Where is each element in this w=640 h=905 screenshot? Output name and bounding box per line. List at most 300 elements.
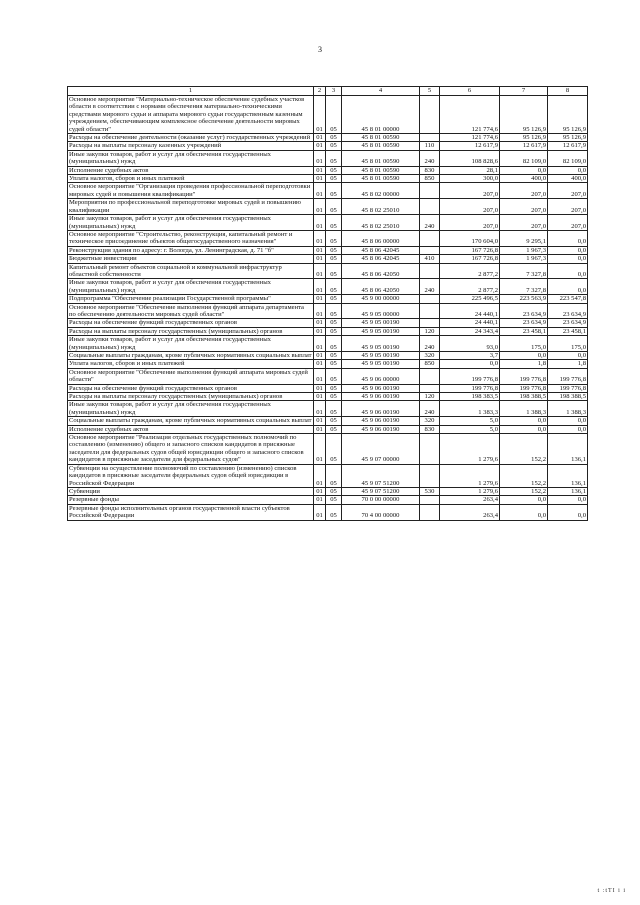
target-article-cell: 70 0 00 00000: [342, 496, 420, 504]
table-row: [68, 183, 588, 199]
amount-year3-cell: 1,8: [548, 360, 588, 368]
table-row: [68, 336, 588, 352]
expense-type-cell: [420, 496, 440, 504]
target-article-cell: 45 8 06 42045: [342, 255, 420, 263]
table-row: [68, 425, 588, 433]
subsection-cell: 05: [326, 215, 342, 231]
section-cell: 01: [314, 175, 326, 183]
row-name-cell: Иные закупки товаров, работ и услуг для обеспечения государственных (муниципальных) нужд: [68, 401, 314, 417]
expense-type-cell: 120: [420, 393, 440, 401]
subsection-cell: 05: [326, 96, 342, 134]
target-article-cell: 45 9 07 51200: [342, 487, 420, 495]
amount-year2-cell: 7 327,8: [500, 279, 548, 295]
subsection-cell: 05: [326, 417, 342, 425]
table-row: [68, 134, 588, 142]
target-article-cell: 45 8 01 00000: [342, 96, 420, 134]
amount-year1-cell: 24 343,4: [440, 327, 500, 335]
column-header: 7: [500, 87, 548, 96]
section-cell: 01: [314, 255, 326, 263]
section-cell: 01: [314, 384, 326, 392]
target-article-cell: 45 9 05 00190: [342, 327, 420, 335]
amount-year3-cell: 0,0: [548, 166, 588, 174]
subsection-cell: 05: [326, 279, 342, 295]
amount-year3-cell: 0,0: [548, 504, 588, 520]
subsection-cell: 05: [326, 255, 342, 263]
expense-type-cell: 240: [420, 279, 440, 295]
subsection-cell: 05: [326, 360, 342, 368]
row-name-cell: Расходы на выплаты персоналу государственных (муниципальных) органов: [68, 327, 314, 335]
expense-type-cell: [420, 134, 440, 142]
section-cell: 01: [314, 150, 326, 166]
amount-year3-cell: 0,0: [548, 246, 588, 254]
row-name-cell: Социальные выплаты гражданам, кроме публичных нормативных социальных выплат: [69, 417, 312, 425]
target-article-cell: 45 8 02 00000: [342, 183, 420, 199]
amount-year2-cell: 9 295,1: [500, 230, 548, 246]
expense-type-cell: [420, 96, 440, 134]
amount-year1-cell: 121 774,6: [440, 96, 500, 134]
table-row: [68, 150, 588, 166]
target-article-cell: 45 9 06 00190: [342, 393, 420, 401]
table-row: [68, 96, 588, 134]
row-name-cell: Расходы на обеспечение функций государственных органов: [68, 384, 314, 392]
amount-year3-cell: 82 109,0: [548, 150, 588, 166]
target-article-cell: 45 9 06 00000: [342, 368, 420, 384]
row-name-cell: Резервные фонды исполнительных органов государственной власти субъектов Российской Федерации: [68, 504, 314, 520]
amount-year1-cell: 1 279,6: [440, 434, 500, 465]
table-row: [68, 352, 588, 360]
target-article-cell: 70 4 00 00000: [342, 504, 420, 520]
section-cell: 01: [314, 279, 326, 295]
subsection-cell: 05: [326, 434, 342, 465]
row-name-cell: Расходы на обеспечение деятельности (оказание услуг) государственных учреждений: [68, 134, 314, 142]
target-article-cell: 45 8 01 00590: [342, 166, 420, 174]
row-name-cell: Основное мероприятие "Обеспечение выполнения функций аппарата мировых судей области": [68, 368, 314, 384]
column-header: 1: [68, 87, 314, 96]
section-cell: 01: [314, 142, 326, 150]
amount-year1-cell: 0,0: [440, 360, 500, 368]
amount-year1-cell: 24 440,1: [440, 303, 500, 319]
budget-table: [67, 86, 588, 521]
amount-year3-cell: 199 776,8: [548, 384, 588, 392]
amount-year3-cell: 95 126,9: [548, 96, 588, 134]
subsection-cell: 05: [326, 393, 342, 401]
amount-year2-cell: 152,2: [500, 464, 548, 487]
expense-type-cell: 410: [420, 255, 440, 263]
amount-year1-cell: 1 279,6: [440, 464, 500, 487]
target-article-cell: 45 9 07 51200: [342, 464, 420, 487]
amount-year1-cell: 199 776,8: [440, 384, 500, 392]
page-number: 3: [318, 45, 322, 54]
subsection-cell: 05: [326, 352, 342, 360]
section-cell: 01: [314, 425, 326, 433]
target-article-cell: 45 8 01 00590: [342, 142, 420, 150]
section-cell: 01: [314, 352, 326, 360]
amount-year3-cell: 199 776,8: [548, 368, 588, 384]
amount-year1-cell: 207,0: [440, 183, 500, 199]
subsection-cell: 05: [326, 487, 342, 495]
subsection-cell: 05: [326, 263, 342, 279]
subsection-cell: 05: [326, 295, 342, 303]
amount-year2-cell: 199 776,8: [500, 368, 548, 384]
subsection-cell: 05: [326, 175, 342, 183]
expense-type-cell: 240: [420, 336, 440, 352]
amount-year2-cell: 175,0: [500, 336, 548, 352]
amount-year2-cell: 1 967,3: [500, 255, 548, 263]
amount-year3-cell: 175,0: [548, 336, 588, 352]
table-row: [68, 393, 588, 401]
table-row: [68, 175, 588, 183]
table-row: [68, 279, 588, 295]
amount-year3-cell: 0,0: [548, 263, 588, 279]
column-header: 2: [314, 87, 326, 96]
table-row: [68, 496, 588, 504]
target-article-cell: 45 8 01 00590: [342, 134, 420, 142]
amount-year3-cell: 207,0: [548, 215, 588, 231]
subsection-cell: 05: [326, 150, 342, 166]
subsection-cell: 05: [326, 384, 342, 392]
amount-year3-cell: 23 634,9: [548, 319, 588, 327]
expense-type-cell: [420, 303, 440, 319]
row-name-cell: Бюджетные инвестиции: [68, 255, 314, 263]
amount-year2-cell: 0,0: [500, 166, 548, 174]
expense-type-cell: [420, 504, 440, 520]
table-row: [68, 295, 588, 303]
target-article-cell: 45 8 06 42050: [342, 279, 420, 295]
row-name-cell: Капитальный ремонт объектов социальной и коммунальной инфраструктур областной собственности: [68, 263, 314, 279]
section-cell: 01: [314, 166, 326, 174]
section-cell: 01: [314, 487, 326, 495]
amount-year2-cell: 1 967,3: [500, 246, 548, 254]
target-article-cell: 45 8 06 42050: [342, 263, 420, 279]
amount-year1-cell: 5,0: [440, 417, 500, 425]
amount-year1-cell: 225 496,5: [440, 295, 500, 303]
amount-year2-cell: 7 327,8: [500, 263, 548, 279]
footer-mark: t :tTI i i: [597, 888, 626, 894]
expense-type-cell: 320: [420, 417, 440, 425]
row-name-cell: Основное мероприятие "Обеспечение выполнения функций аппарата департамента по обеспечению деятельности мировых судей области": [68, 303, 314, 319]
row-name-cell: Иные закупки товаров, работ и услуг для обеспечения государственных (муниципальных) нужд: [68, 215, 314, 231]
amount-year1-cell: 198 383,5: [440, 393, 500, 401]
amount-year1-cell: 263,4: [440, 504, 500, 520]
amount-year3-cell: 223 547,8: [548, 295, 588, 303]
table-row: [68, 303, 588, 319]
row-name-cell: Расходы на выплаты персоналу государственных (муниципальных) органов: [68, 393, 314, 401]
amount-year1-cell: 263,4: [440, 496, 500, 504]
amount-year2-cell: 1 388,3: [500, 401, 548, 417]
row-name-cell: Расходы на обеспечение функций государственных органов: [68, 319, 314, 327]
amount-year2-cell: 152,2: [500, 434, 548, 465]
table-row: [68, 215, 588, 231]
amount-year3-cell: 12 617,9: [548, 142, 588, 150]
section-cell: 01: [314, 199, 326, 215]
column-header: 8: [548, 87, 588, 96]
amount-year3-cell: 0,0: [548, 230, 588, 246]
subsection-cell: 05: [326, 166, 342, 174]
subsection-cell: 05: [326, 425, 342, 433]
amount-year3-cell: 0,0: [548, 279, 588, 295]
amount-year3-cell: 0,0: [548, 496, 588, 504]
section-cell: 01: [314, 246, 326, 254]
expense-type-cell: 240: [420, 215, 440, 231]
table-row: [68, 360, 588, 368]
expense-type-cell: [420, 263, 440, 279]
row-name-cell: Иные закупки товаров, работ и услуг для обеспечения государственных (муниципальных) нужд: [68, 279, 314, 295]
amount-year1-cell: 207,0: [440, 199, 500, 215]
amount-year3-cell: 198 388,5: [548, 393, 588, 401]
row-name-cell: Реконструкция здания по адресу: г. Вологда, ул. Ленинградская, д. 71 "б": [68, 246, 314, 254]
row-name-cell: Исполнение судебных актов: [68, 166, 314, 174]
target-article-cell: 45 9 06 00190: [342, 384, 420, 392]
subsection-cell: 05: [326, 199, 342, 215]
expense-type-cell: 830: [420, 166, 440, 174]
expense-type-cell: 320: [420, 352, 440, 360]
row-name-cell: Подпрограмма "Обеспечение реализации Государственной программы": [68, 295, 314, 303]
expense-type-cell: [420, 295, 440, 303]
subsection-cell: 05: [326, 142, 342, 150]
subsection-cell: 05: [326, 464, 342, 487]
amount-year1-cell: 1 279,6: [440, 487, 500, 495]
amount-year2-cell: 12 617,9: [500, 142, 548, 150]
amount-year2-cell: 0,0: [500, 417, 548, 425]
expense-type-cell: [420, 384, 440, 392]
subsection-cell: 05: [326, 319, 342, 327]
expense-type-cell: 830: [420, 425, 440, 433]
amount-year2-cell: 82 109,0: [500, 150, 548, 166]
amount-year1-cell: 207,0: [440, 215, 500, 231]
table-row: [68, 230, 588, 246]
section-cell: 01: [314, 504, 326, 520]
target-article-cell: 45 9 05 00190: [342, 360, 420, 368]
amount-year3-cell: 136,1: [548, 487, 588, 495]
amount-year2-cell: 1,8: [500, 360, 548, 368]
amount-year3-cell: 1 388,3: [548, 401, 588, 417]
subsection-cell: 05: [326, 401, 342, 417]
amount-year3-cell: 136,1: [548, 434, 588, 465]
subsection-cell: 05: [326, 368, 342, 384]
expense-type-cell: [420, 368, 440, 384]
section-cell: 01: [314, 464, 326, 487]
target-article-cell: 45 8 01 00590: [342, 150, 420, 166]
target-article-cell: 45 9 05 00190: [342, 352, 420, 360]
section-cell: 01: [314, 327, 326, 335]
amount-year2-cell: 199 776,8: [500, 384, 548, 392]
amount-year2-cell: 152,2: [500, 487, 548, 495]
section-cell: 01: [314, 360, 326, 368]
subsection-cell: 05: [326, 134, 342, 142]
amount-year3-cell: 0,0: [548, 425, 588, 433]
column-header: 5: [420, 87, 440, 96]
section-cell: 01: [314, 134, 326, 142]
subsection-cell: 05: [326, 504, 342, 520]
section-cell: 01: [314, 434, 326, 465]
expense-type-cell: 530: [420, 487, 440, 495]
row-name-cell: Резервные фонды: [68, 496, 314, 504]
expense-type-cell: 850: [420, 175, 440, 183]
row-name-cell: Основное мероприятие "Реализация отдельных государственных полномочий по составлению (изменению) общего и запасного списков кандидатов в присяжные заседатели для федеральных судов общей юрисдикции общего и запасного списков кандидатов в присяжные заседатели для федеральных судов": [68, 434, 314, 465]
section-cell: 01: [314, 417, 326, 425]
amount-year1-cell: 28,1: [440, 166, 500, 174]
target-article-cell: 45 9 06 00190: [342, 417, 420, 425]
amount-year1-cell: 5,0: [440, 425, 500, 433]
subsection-cell: 05: [326, 246, 342, 254]
amount-year1-cell: 3,7: [440, 352, 500, 360]
expense-type-cell: [420, 230, 440, 246]
expense-type-cell: 850: [420, 360, 440, 368]
row-name-cell: Субвенции на осуществление полномочий по составлению (изменению) списков кандидатов в присяжные заседатели федеральных судов общей юрисдикции в Российской Федерации: [68, 464, 314, 487]
amount-year1-cell: 121 774,6: [440, 134, 500, 142]
table-row: [68, 401, 588, 417]
amount-year3-cell: 0,0: [548, 352, 588, 360]
amount-year2-cell: 0,0: [500, 504, 548, 520]
table-row: [68, 319, 588, 327]
row-name-cell: Субвенции: [68, 487, 314, 495]
subsection-cell: 05: [326, 336, 342, 352]
amount-year3-cell: 207,0: [548, 199, 588, 215]
subsection-cell: 05: [326, 230, 342, 246]
header-row: [68, 87, 588, 96]
amount-year3-cell: 95 126,9: [548, 134, 588, 142]
table-row: [68, 255, 588, 263]
section-cell: 01: [314, 263, 326, 279]
section-cell: 01: [314, 496, 326, 504]
expense-type-cell: [420, 434, 440, 465]
table-row: [68, 504, 588, 520]
table-row: [68, 166, 588, 174]
expense-type-cell: [420, 319, 440, 327]
section-cell: 01: [314, 230, 326, 246]
expense-type-cell: [420, 183, 440, 199]
expense-type-cell: 120: [420, 327, 440, 335]
target-article-cell: 45 8 06 42045: [342, 246, 420, 254]
amount-year1-cell: 2 877,2: [440, 279, 500, 295]
table-row: [68, 384, 588, 392]
column-header: 6: [440, 87, 500, 96]
amount-year2-cell: 23 634,9: [500, 319, 548, 327]
target-article-cell: 45 9 05 00190: [342, 319, 420, 327]
amount-year1-cell: 12 617,9: [440, 142, 500, 150]
target-article-cell: 45 9 06 00190: [342, 425, 420, 433]
table-row: [68, 142, 588, 150]
amount-year2-cell: 0,0: [500, 425, 548, 433]
target-article-cell: 45 9 05 00190: [342, 336, 420, 352]
amount-year1-cell: 2 877,2: [440, 263, 500, 279]
row-name-cell: Мероприятия по профессиональной переподготовке мировых судей и повышению квалификации: [68, 199, 314, 215]
target-article-cell: 45 8 01 00590: [342, 175, 420, 183]
target-article-cell: 45 9 07 00000: [342, 434, 420, 465]
subsection-cell: 05: [326, 496, 342, 504]
amount-year1-cell: 24 440,1: [440, 319, 500, 327]
expense-type-cell: 240: [420, 150, 440, 166]
subsection-cell: 05: [326, 327, 342, 335]
section-cell: 01: [314, 336, 326, 352]
amount-year2-cell: 23 634,9: [500, 303, 548, 319]
amount-year2-cell: 207,0: [500, 183, 548, 199]
expense-type-cell: [420, 464, 440, 487]
table-row: [68, 246, 588, 254]
row-name-cell: Иные закупки товаров, работ и услуг для обеспечения государственных (муниципальных) нужд: [68, 336, 314, 352]
row-name-cell: Уплата налогов, сборов и иных платежей: [68, 360, 314, 368]
section-cell: 01: [314, 401, 326, 417]
amount-year2-cell: 0,0: [500, 352, 548, 360]
expense-type-cell: [420, 246, 440, 254]
table-row: [68, 199, 588, 215]
amount-year3-cell: 136,1: [548, 464, 588, 487]
target-article-cell: 45 9 05 00000: [342, 303, 420, 319]
amount-year1-cell: 167 726,8: [440, 255, 500, 263]
table-row: [68, 417, 588, 425]
column-header: 3: [326, 87, 342, 96]
amount-year2-cell: 23 458,1: [500, 327, 548, 335]
amount-year2-cell: 207,0: [500, 199, 548, 215]
amount-year1-cell: 108 828,6: [440, 150, 500, 166]
section-cell: 01: [314, 319, 326, 327]
subsection-cell: 05: [326, 303, 342, 319]
row-name-cell: Расходы на выплаты персоналу казенных учреждений: [68, 142, 314, 150]
row-name-cell: Основное мероприятие "Организация проведения профессиональной переподготовки мировых судей и повышения квалификации": [68, 183, 314, 199]
row-name-cell: Основное мероприятие "Материально-техническое обеспечение судебных участков области в соответствии с нормами обеспечения материально-техническими средствами мирового судьи и аппарата мирового судьи государственным казенным учреждением, обеспечивающим комплексное обеспечение деятельности мировых судей области": [68, 96, 314, 134]
table-row: [68, 368, 588, 384]
amount-year1-cell: 199 776,8: [440, 368, 500, 384]
row-name-cell: Основное мероприятие "Строительство, реконструкция, капитальный ремонт и техническое присоединение объектов общегосударственного назначения": [68, 230, 314, 246]
amount-year3-cell: 0,0: [548, 255, 588, 263]
amount-year2-cell: 95 126,9: [500, 96, 548, 134]
expense-type-cell: [420, 199, 440, 215]
amount-year1-cell: 167 726,8: [440, 246, 500, 254]
amount-year2-cell: 198 388,5: [500, 393, 548, 401]
target-article-cell: 45 8 06 00000: [342, 230, 420, 246]
section-cell: 01: [314, 368, 326, 384]
amount-year1-cell: 300,0: [440, 175, 500, 183]
amount-year3-cell: 400,0: [548, 175, 588, 183]
table-row: [68, 434, 588, 465]
expense-type-cell: 240: [420, 401, 440, 417]
section-cell: 01: [314, 295, 326, 303]
amount-year2-cell: 400,0: [500, 175, 548, 183]
expense-type-cell: 110: [420, 142, 440, 150]
table-row: [68, 464, 588, 487]
amount-year3-cell: 23 634,9: [548, 303, 588, 319]
amount-year3-cell: 0,0: [548, 417, 588, 425]
amount-year2-cell: 207,0: [500, 215, 548, 231]
target-article-cell: 45 8 02 25010: [342, 199, 420, 215]
amount-year1-cell: 170 604,0: [440, 230, 500, 246]
target-article-cell: 45 8 02 25010: [342, 215, 420, 231]
target-article-cell: 45 9 06 00190: [342, 401, 420, 417]
subsection-cell: 05: [326, 183, 342, 199]
column-header: 4: [342, 87, 420, 96]
amount-year1-cell: 1 383,3: [440, 401, 500, 417]
section-cell: 01: [314, 96, 326, 134]
target-article-cell: 45 9 00 00000: [342, 295, 420, 303]
section-cell: 01: [314, 183, 326, 199]
amount-year3-cell: 23 458,1: [548, 327, 588, 335]
section-cell: 01: [314, 393, 326, 401]
table-row: [68, 327, 588, 335]
amount-year2-cell: 0,0: [500, 496, 548, 504]
row-name-cell: Социальные выплаты гражданам, кроме публичных нормативных социальных выплат: [69, 352, 312, 359]
section-cell: 01: [314, 303, 326, 319]
section-cell: 01: [314, 215, 326, 231]
row-name-cell: Уплата налогов, сборов и иных платежей: [68, 175, 314, 183]
amount-year2-cell: 95 126,9: [500, 134, 548, 142]
table-row: [68, 263, 588, 279]
amount-year3-cell: 207,0: [548, 183, 588, 199]
row-name-cell: Исполнение судебных актов: [68, 425, 314, 433]
table-row: [68, 487, 588, 495]
row-name-cell: Иные закупки товаров, работ и услуг для обеспечения государственных (муниципальных) нужд: [68, 150, 314, 166]
amount-year1-cell: 93,0: [440, 336, 500, 352]
amount-year2-cell: 223 563,9: [500, 295, 548, 303]
